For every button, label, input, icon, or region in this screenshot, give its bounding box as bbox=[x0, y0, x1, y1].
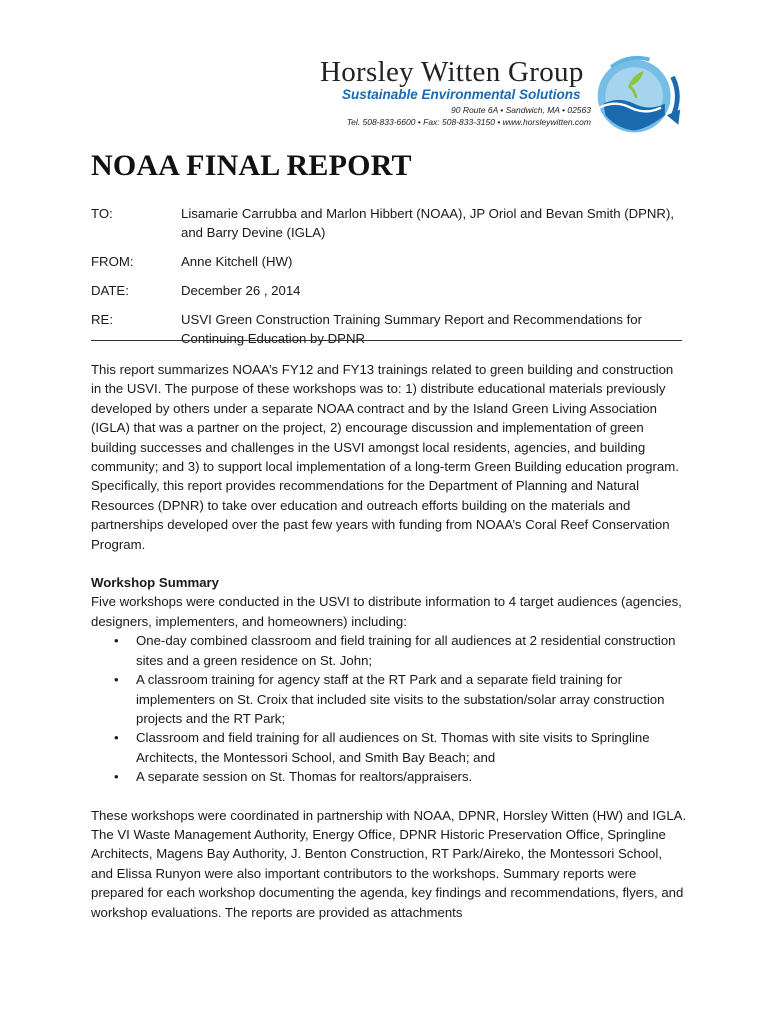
bullet-icon: • bbox=[114, 730, 119, 746]
bullet-icon: • bbox=[114, 769, 119, 785]
memo-divider bbox=[91, 340, 682, 341]
memo-row-re bbox=[91, 310, 681, 348]
memo-label: FROM: bbox=[91, 254, 134, 269]
memo-value: December 26 , 2014 bbox=[181, 283, 301, 298]
company-logo-icon bbox=[590, 48, 686, 144]
list-item-text: Classroom and field training for all audiences on St. Thomas with site visits to Springline Architects, the Montessori School, and Smith Bay Beach; and bbox=[136, 730, 650, 765]
company-tagline: Sustainable Environmental Solutions bbox=[342, 87, 581, 102]
list-item bbox=[91, 670, 687, 728]
memo-label: RE: bbox=[91, 312, 113, 327]
memo-value: USVI Green Construction Training Summary Report and Recommendations for Continuing Education by DPNR bbox=[181, 312, 643, 346]
memo-value: Lisamarie Carrubba and Marlon Hibbert (NOAA), JP Oriol and Bevan Smith (DPNR), and Barry Devine (IGLA) bbox=[181, 206, 675, 240]
bullet-icon: • bbox=[114, 672, 119, 688]
list-item bbox=[91, 767, 687, 786]
page-title: NOAA FINAL REPORT bbox=[91, 149, 412, 182]
memo-header bbox=[91, 204, 681, 358]
workshop-intro-paragraph: Five workshops were conducted in the USVI to distribute information to 4 target audiences (agencies, designers, implementers, and homeowners) including: bbox=[91, 594, 682, 629]
list-item-text: One-day combined classroom and field training for all audiences at 2 residential construction sites and a green residence on St. John; bbox=[136, 633, 676, 668]
company-contact: Tel. 508-833-6600 • Fax: 508-833-3150 • www.horsleywitten.com bbox=[346, 117, 591, 127]
memo-value: Anne Kitchell (HW) bbox=[181, 254, 293, 269]
memo-label: DATE: bbox=[91, 283, 129, 298]
intro-paragraph: This report summarizes NOAA’s FY12 and FY13 trainings related to green building and construction in the USVI. The purpose of these workshops was to: 1) distribute educational materials previously developed by others under a separate NOAA contract and by the Island Green Living Association (IGLA) that was a partner on the project, 2) encourage discussion and implementation of green building successes and challenges in the USVI amongst local residents, agencies, and building community; and 3) to support local implementation of a long-term Green Building education program. Specifically, this report provides recommendations for the Department of Planning and Natural Resources (DPNR) to take over education and outreach efforts building on the materials and partnerships developed over the past few years with funding from NOAA’s Coral Reef Conservation Program. bbox=[91, 362, 679, 552]
company-name: Horsley Witten Group bbox=[320, 56, 584, 88]
memo-row-date bbox=[91, 281, 681, 300]
list-item bbox=[91, 631, 687, 670]
bullet-icon: • bbox=[114, 633, 119, 649]
memo-row-from bbox=[91, 252, 681, 271]
list-item-text: A separate session on St. Thomas for realtors/appraisers. bbox=[136, 769, 473, 785]
company-address: 90 Route 6A • Sandwich, MA • 02563 bbox=[451, 105, 591, 115]
memo-row-to bbox=[91, 204, 681, 242]
memo-label: TO: bbox=[91, 206, 113, 221]
list-item bbox=[91, 728, 687, 767]
workshop-list-container bbox=[91, 631, 687, 786]
letterhead bbox=[320, 56, 690, 132]
closing-paragraph: These workshops were coordinated in partnership with NOAA, DPNR, Horsley Witten (HW) and IGLA. The VI Waste Management Authority, Energy Office, DPNR Historic Preservation Office, Springline Architects, Magens Bay Authority, J. Benton Construction, RT Park/Aireko, the Montessori School, and Elissa Runyon were also important contributors to the workshops. Summary reports were prepared for each workshop documenting the agenda, key findings and recommendations, flyers, and workshop evaluations. The reports are provided as attachments bbox=[91, 807, 687, 920]
workshop-list bbox=[91, 631, 687, 786]
list-item-text: A classroom training for agency staff at the RT Park and a separate field training for implementers on St. Croix that included site visits to the substation/solar array construction projects and the RT Park; bbox=[136, 672, 665, 726]
report-body bbox=[91, 360, 687, 922]
workshop-summary-heading: Workshop Summary bbox=[91, 575, 219, 591]
